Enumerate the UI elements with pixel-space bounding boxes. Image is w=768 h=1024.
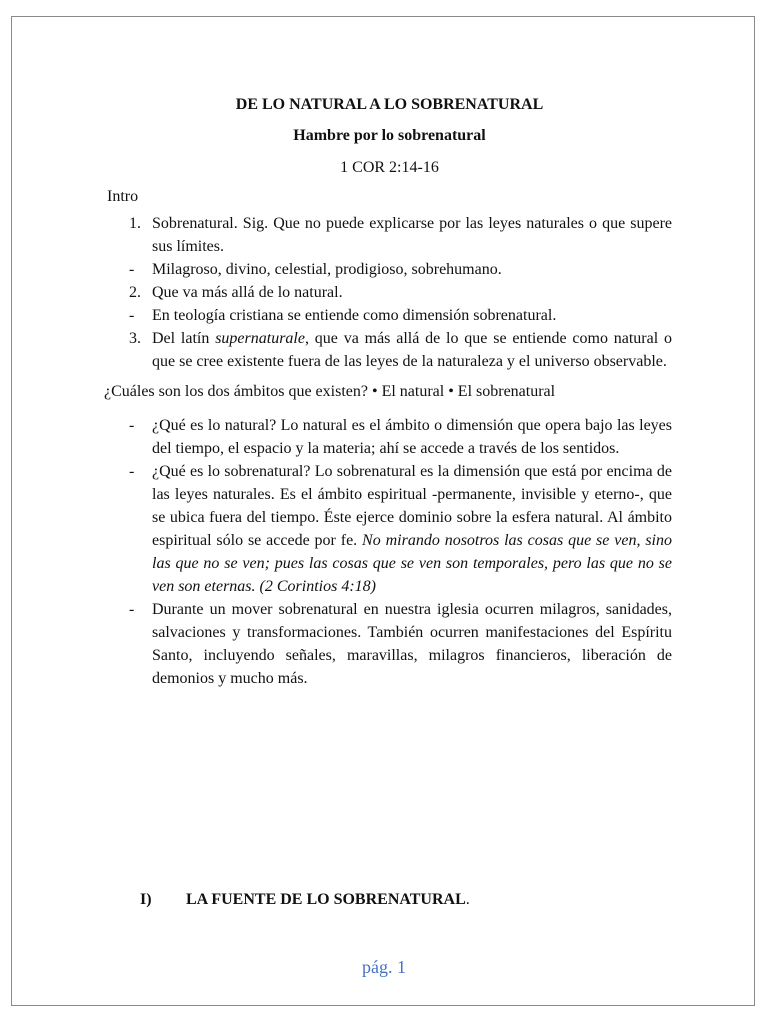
intro-heading: Intro xyxy=(107,188,139,205)
list-item-text: Que va más allá de lo natural. xyxy=(152,284,343,301)
page-number: pág. 1 xyxy=(362,957,406,977)
list-item xyxy=(107,281,672,304)
document-page xyxy=(11,16,755,1006)
list-item-text-post: , que va más allá de lo que se entiende como natural o que se cree existente fuera de las leyes de la naturaleza y el universo observable. xyxy=(152,330,672,370)
section-title: LA FUENTE DE LO SOBRENATURAL xyxy=(186,891,466,908)
list-item-text: ¿Qué es lo natural? Lo natural es el ámbito o dimensión que opera bajo las leyes del tiempo, el espacio y la materia; ahí se accede a través de los sentidos. xyxy=(152,417,672,457)
scripture-reference: 1 COR 2:14-16 xyxy=(340,159,439,176)
list-item-text-pre: Del latín xyxy=(152,330,216,347)
list-item xyxy=(107,212,672,258)
question-line: ¿Cuáles son los dos ámbitos que existen? • El natural • El sobrenatural xyxy=(104,383,556,400)
list-marker: - xyxy=(129,417,135,434)
list-item xyxy=(107,327,672,373)
list-marker: - xyxy=(129,463,135,480)
list-item-text-italic: supernaturale xyxy=(215,330,305,347)
list-item xyxy=(107,258,672,281)
document-title: DE LO NATURAL A LO SOBRENATURAL xyxy=(235,96,544,113)
explanation-list xyxy=(107,414,672,690)
list-marker: - xyxy=(129,307,135,324)
document-subtitle: Hambre por lo sobrenatural xyxy=(293,127,486,144)
scripture-quote: No mirando nosotros las cosas que se ven, sino las que no se ven; pues las cosas que se ven son temporales, pero las que no se ven son eternas. (2 Corintios 4:18) xyxy=(152,532,672,595)
section-period: . xyxy=(465,891,470,908)
list-item xyxy=(107,460,672,598)
definition-list xyxy=(107,212,672,373)
list-item xyxy=(107,598,672,690)
list-item xyxy=(107,414,672,460)
list-item xyxy=(107,304,672,327)
list-item-text: Durante un mover sobrenatural en nuestra iglesia ocurren milagros, sanidades, salvaciones y transformaciones. También ocurren manifestaciones del Espíritu Santo, incluyendo señales, maravillas, milagros financieros, liberación de demonios y mucho más. xyxy=(152,601,672,687)
list-marker: 2. xyxy=(129,284,141,301)
list-marker: - xyxy=(129,261,135,278)
list-item-text: Sobrenatural. Sig. Que no puede explicarse por las leyes naturales o que supere sus límites. xyxy=(152,215,672,255)
section-number: I) xyxy=(140,891,152,908)
list-marker: 1. xyxy=(129,215,141,232)
section-heading xyxy=(140,891,470,909)
list-item-text: En teología cristiana se entiende como dimensión sobrenatural. xyxy=(152,307,557,324)
list-item-text: Milagroso, divino, celestial, prodigioso, sobrehumano. xyxy=(152,261,502,278)
document-body xyxy=(104,91,672,690)
list-marker: - xyxy=(129,601,135,618)
list-marker: 3. xyxy=(129,330,141,347)
list-item-text: ¿Qué es lo sobrenatural? Lo sobrenatural es la dimensión que está por encima de las leyes naturales. Es el ámbito espiritual -permanente, invisible y eterno-, que se ubica fuera del tiempo. Éste ejerce dominio sobre la esfera natural. Al ámbito espiritual sólo se accede por fe. xyxy=(152,463,672,549)
